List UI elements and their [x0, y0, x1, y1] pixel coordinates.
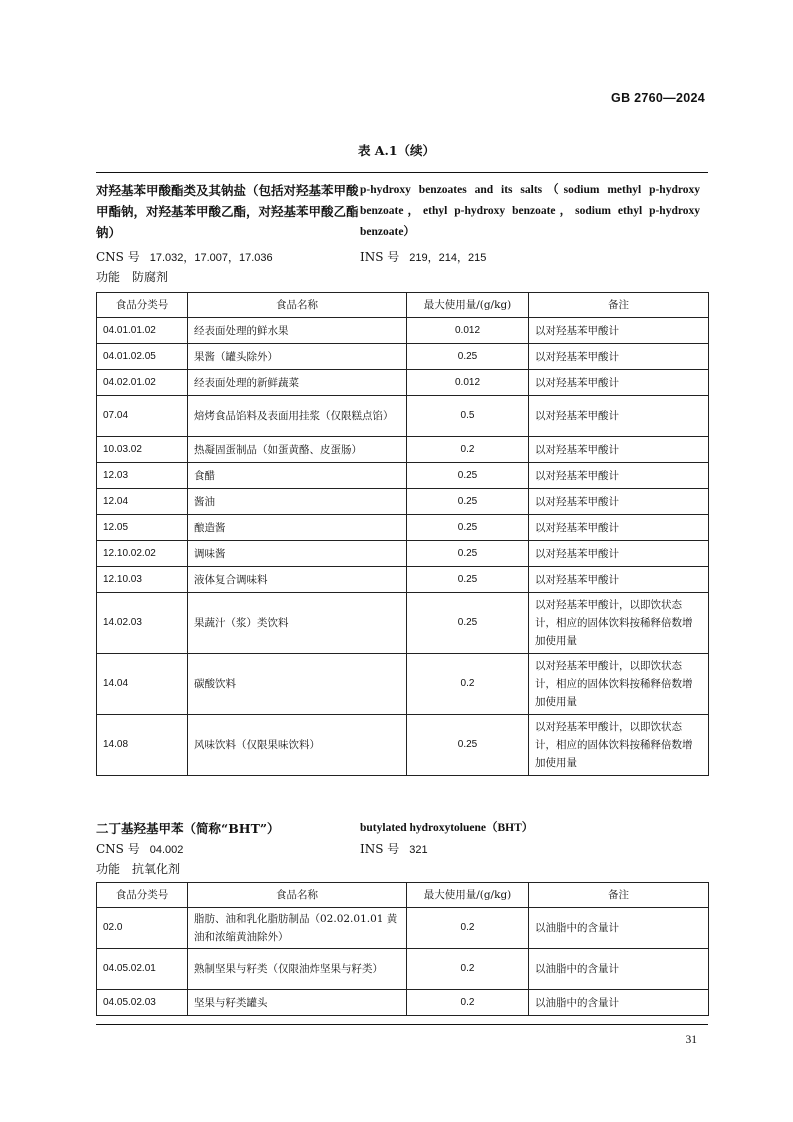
- cell-name: 风味饮料（仅限果味饮料）: [188, 715, 407, 776]
- table-header-row: [97, 293, 709, 318]
- cell-name: 经表面处理的鲜水果: [188, 318, 407, 344]
- cell-name: 热凝固蛋制品（如蛋黄酪、皮蛋肠）: [188, 437, 407, 463]
- table-row: [97, 437, 709, 463]
- table-row: [97, 715, 709, 776]
- cell-code: 14.08: [97, 715, 188, 776]
- cell-code: 04.02.01.02: [97, 370, 188, 396]
- cell-name: 果酱（罐头除外）: [188, 344, 407, 370]
- cell-name: 经表面处理的新鲜蔬菜: [188, 370, 407, 396]
- cell-max: 0.25: [407, 593, 529, 654]
- section1-en-name: p-hydroxy benzoates and its salts（sodium methyl p-hydroxy benzoate，ethyl p-hydroxy benzoate，sodium ethyl p-hydroxy benzoate）: [360, 184, 700, 238]
- table-row: [97, 489, 709, 515]
- func-value: 抗氧化剂: [132, 862, 181, 876]
- cell-note: 以油脂中的含量计: [529, 949, 709, 990]
- cell-name: 调味酱: [188, 541, 407, 567]
- cell-note: 以对羟基苯甲酸计: [529, 515, 709, 541]
- table-row: [97, 463, 709, 489]
- cell-max: 0.2: [407, 949, 529, 990]
- table-row: [97, 515, 709, 541]
- cell-code: 04.01.01.02: [97, 318, 188, 344]
- section1-cns: [96, 248, 273, 267]
- cell-note: 以对羟基苯甲酸计，以即饮状态计，相应的固体饮料按稀释倍数增加使用量: [529, 715, 709, 776]
- cell-code: 10.03.02: [97, 437, 188, 463]
- section2-ins: [360, 840, 428, 859]
- ins-value: 219，214，215: [409, 252, 487, 264]
- cell-note: 以对羟基苯甲酸计: [529, 370, 709, 396]
- section2-function: [96, 860, 180, 878]
- cell-name: 焙烤食品馅料及表面用挂浆（仅限糕点馅）: [188, 396, 407, 437]
- cell-max: 0.25: [407, 567, 529, 593]
- cell-max: 0.25: [407, 489, 529, 515]
- table-header-row: [97, 883, 709, 908]
- cell-max: 0.5: [407, 396, 529, 437]
- table-row: [97, 370, 709, 396]
- cns-label: CNS 号: [96, 842, 140, 856]
- cell-max: 0.2: [407, 908, 529, 949]
- cell-code: 04.05.02.03: [97, 990, 188, 1016]
- col-header-code: 食品分类号: [97, 883, 188, 908]
- cell-note: 以对羟基苯甲酸计，以即饮状态计，相应的固体饮料按稀释倍数增加使用量: [529, 654, 709, 715]
- section1-table: [96, 292, 709, 776]
- cell-max: 0.012: [407, 370, 529, 396]
- cell-code: 04.01.02.05: [97, 344, 188, 370]
- cns-value: 04.002: [149, 844, 184, 856]
- cell-name: 酱油: [188, 489, 407, 515]
- table-row: [97, 949, 709, 990]
- standard-number: GB 2760—2024: [611, 91, 705, 105]
- cell-max: 0.2: [407, 990, 529, 1016]
- cell-code: 14.02.03: [97, 593, 188, 654]
- cell-max: 0.25: [407, 715, 529, 776]
- cell-code: 12.03: [97, 463, 188, 489]
- cell-max: 0.25: [407, 541, 529, 567]
- col-header-code: 食品分类号: [97, 293, 188, 318]
- cell-name: 脂肪、油和乳化脂肪制品（02.02.01.01 黄油和浓缩黄油除外）: [188, 908, 407, 949]
- ins-value: 321: [409, 844, 428, 856]
- cell-note: 以对羟基苯甲酸计: [529, 318, 709, 344]
- section2-en-name: butylated hydroxytoluene（BHT）: [360, 822, 534, 834]
- section1-ins: [360, 248, 486, 267]
- table-row: [97, 990, 709, 1016]
- cell-code: 02.0: [97, 908, 188, 949]
- cell-note: 以对羟基苯甲酸计，以即饮状态计，相应的固体饮料按稀释倍数增加使用量: [529, 593, 709, 654]
- section2-zh-name: 二丁基羟基甲苯（简称“BHT”）: [96, 821, 280, 836]
- table-row: [97, 654, 709, 715]
- cell-note: 以油脂中的含量计: [529, 990, 709, 1016]
- cell-code: 12.04: [97, 489, 188, 515]
- cell-name: 碳酸饮料: [188, 654, 407, 715]
- ins-label: INS 号: [360, 842, 400, 856]
- table-row: [97, 318, 709, 344]
- cell-code: 04.05.02.01: [97, 949, 188, 990]
- cell-note: 以对羟基苯甲酸计: [529, 463, 709, 489]
- func-value: 防腐剂: [132, 270, 169, 284]
- cell-code: 07.04: [97, 396, 188, 437]
- ins-label: INS 号: [360, 250, 400, 264]
- cell-note: 以对羟基苯甲酸计: [529, 567, 709, 593]
- cell-note: 以对羟基苯甲酸计: [529, 344, 709, 370]
- col-header-name: 食品名称: [188, 883, 407, 908]
- cell-note: 以对羟基苯甲酸计: [529, 489, 709, 515]
- cell-note: 以对羟基苯甲酸计: [529, 541, 709, 567]
- table-row: [97, 593, 709, 654]
- cell-name: 酿造酱: [188, 515, 407, 541]
- section2-cns: [96, 840, 183, 859]
- section1-header: [96, 180, 708, 292]
- cell-max: 0.2: [407, 437, 529, 463]
- cell-note: 以油脂中的含量计: [529, 908, 709, 949]
- cell-name: 熟制坚果与籽类（仅限油炸坚果与籽类）: [188, 949, 407, 990]
- cns-value: 17.032，17.007，17.036: [149, 252, 273, 264]
- cell-max: 0.25: [407, 344, 529, 370]
- cell-note: 以对羟基苯甲酸计: [529, 396, 709, 437]
- section2-header: [96, 818, 708, 882]
- page-number: 31: [685, 1034, 697, 1046]
- cell-max: 0.2: [407, 654, 529, 715]
- section1-function: [96, 268, 168, 286]
- cell-code: 12.10.03: [97, 567, 188, 593]
- cell-code: 12.05: [97, 515, 188, 541]
- cell-max: 0.25: [407, 463, 529, 489]
- bottom-rule: [96, 1024, 708, 1025]
- col-header-note: 备注: [529, 293, 709, 318]
- col-header-max: 最大使用量/(g/kg): [407, 883, 529, 908]
- cell-name: 果蔬汁（浆）类饮料: [188, 593, 407, 654]
- cell-name: 食醋: [188, 463, 407, 489]
- table-row: [97, 567, 709, 593]
- section2-table: [96, 882, 709, 1016]
- section1-zh-name: 对羟基苯甲酸酯类及其钠盐（包括对羟基苯甲酸甲酯钠，对羟基苯甲酸乙酯，对羟基苯甲酸乙酯钠）: [96, 183, 359, 240]
- cell-code: 12.10.02.02: [97, 541, 188, 567]
- table-row: [97, 908, 709, 949]
- cns-label: CNS 号: [96, 250, 140, 264]
- func-label: 功能: [96, 862, 121, 876]
- table-row: [97, 541, 709, 567]
- cell-max: 0.25: [407, 515, 529, 541]
- table-row: [97, 396, 709, 437]
- func-label: 功能: [96, 270, 121, 284]
- table-title: 表 A.1（续）: [357, 143, 436, 158]
- cell-note: 以对羟基苯甲酸计: [529, 437, 709, 463]
- col-header-max: 最大使用量/(g/kg): [407, 293, 529, 318]
- top-rule: [96, 172, 708, 173]
- col-header-note: 备注: [529, 883, 709, 908]
- cell-max: 0.012: [407, 318, 529, 344]
- col-header-name: 食品名称: [188, 293, 407, 318]
- cell-code: 14.04: [97, 654, 188, 715]
- cell-name: 液体复合调味料: [188, 567, 407, 593]
- cell-name: 坚果与籽类罐头: [188, 990, 407, 1016]
- table-row: [97, 344, 709, 370]
